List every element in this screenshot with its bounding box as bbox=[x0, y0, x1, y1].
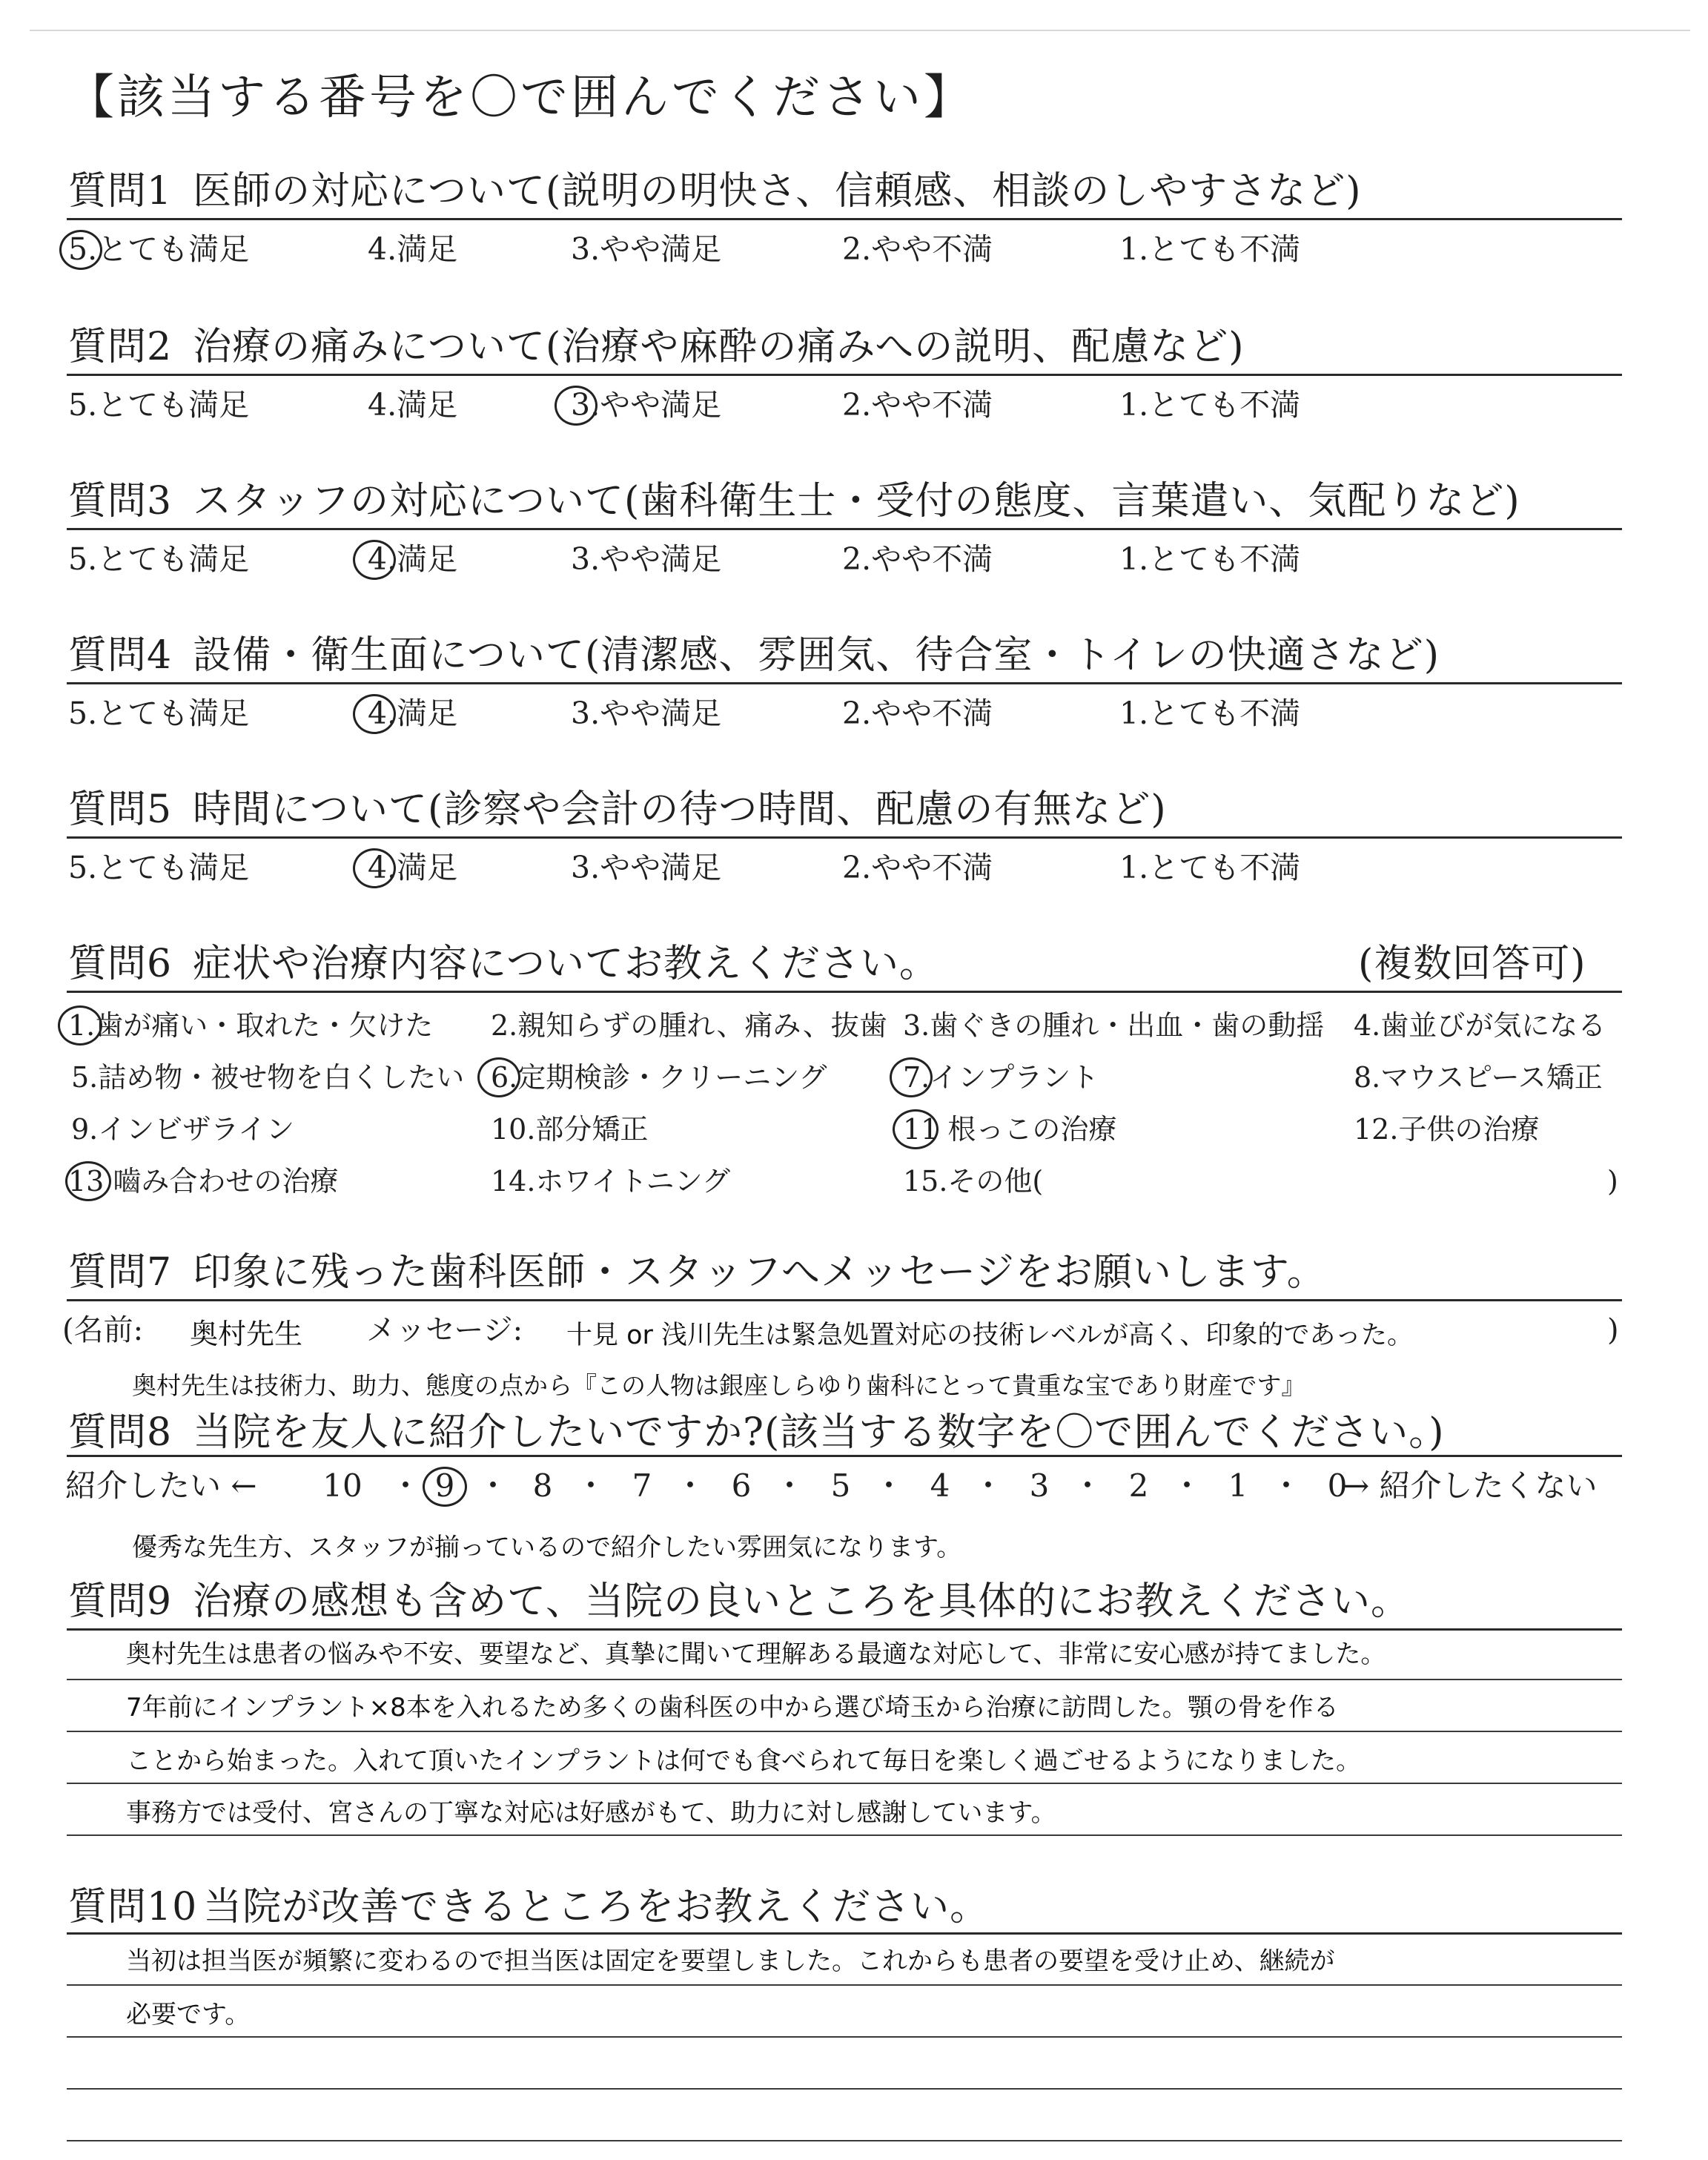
q6-circle-11 bbox=[893, 1109, 939, 1149]
q7-number: 質問7 bbox=[68, 1250, 173, 1295]
q6-title: 症状や治療内容についてお教えください。 bbox=[193, 942, 939, 986]
q10-answer-line bbox=[67, 2088, 1622, 2090]
q8-scale-5[interactable]: 5 bbox=[830, 1467, 851, 1504]
q3-number: 質問3 bbox=[68, 479, 173, 524]
q8-title: 当院を友人に紹介したいですか?(該当する数字を〇で囲んでください。) bbox=[193, 1410, 1445, 1455]
q1-selection-circle bbox=[59, 230, 102, 270]
q10-line-1[interactable]: 当初は担当医が頻繁に変わるので担当医は固定を要望しました。これからも患者の要望を受け止め、継続が bbox=[126, 1946, 1335, 1976]
q6-option-11[interactable]: 11 根っこの治療 bbox=[903, 1113, 1117, 1146]
q5-option-3[interactable]: 3.やや満足 bbox=[571, 850, 722, 885]
q5-option-4[interactable]: 4.満足 bbox=[368, 850, 458, 885]
q8-scale-10[interactable]: 10 bbox=[322, 1467, 363, 1504]
q8-left-label: 紹介したい ← bbox=[65, 1467, 257, 1504]
q3-rule bbox=[67, 528, 1622, 530]
q6-option-5[interactable]: 5.詰め物・被せ物を白くしたい bbox=[71, 1061, 465, 1094]
q10-answer-line bbox=[67, 1984, 1622, 1986]
q6-option-6[interactable]: 6.定期検診・クリーニング bbox=[491, 1061, 827, 1094]
q4-option-2[interactable]: 2.やや不満 bbox=[842, 696, 993, 731]
q3-option-5[interactable]: 5.とても満足 bbox=[68, 541, 250, 577]
q8-scale-7[interactable]: 7 bbox=[632, 1467, 652, 1504]
q5-rule bbox=[67, 836, 1622, 839]
q3-option-1[interactable]: 1.とても不満 bbox=[1119, 541, 1301, 577]
q3-title: スタッフの対応について(歯科衛生士・受付の態度、言葉遣い、気配りなど) bbox=[193, 479, 1520, 524]
q8-scale-dot: ・ bbox=[390, 1467, 422, 1504]
q8-scale-1[interactable]: 1 bbox=[1228, 1467, 1248, 1504]
q5-number: 質問5 bbox=[68, 787, 173, 832]
q2-option-4[interactable]: 4.満足 bbox=[368, 387, 458, 423]
q6-number: 質問6 bbox=[68, 942, 173, 986]
q6-option-15[interactable]: 15.その他( bbox=[903, 1165, 1044, 1198]
q6-circle-6 bbox=[477, 1057, 520, 1097]
q5-option-2[interactable]: 2.やや不満 bbox=[842, 850, 993, 885]
q7-rule bbox=[67, 1299, 1622, 1301]
q8-scale-6[interactable]: 6 bbox=[731, 1467, 752, 1504]
q8-scale-9[interactable]: 9 bbox=[434, 1467, 455, 1504]
q8-scale-dot: ・ bbox=[1171, 1467, 1203, 1504]
q1-title-row bbox=[68, 168, 1362, 215]
q1-option-5[interactable]: 5.とても満足 bbox=[68, 231, 250, 267]
q9-answer-line bbox=[67, 1834, 1622, 1836]
q9-line-3[interactable]: ことから始まった。入れて頂いたインプラントは何でも食べられて毎日を楽しく過ごせるようになりました。 bbox=[126, 1746, 1361, 1776]
q7-name-value[interactable]: 奥村先生 bbox=[190, 1318, 303, 1350]
scan-edge bbox=[30, 30, 1690, 31]
q6-option-1[interactable]: 1.歯が痛い・取れた・欠けた bbox=[68, 1009, 434, 1042]
q4-rule bbox=[67, 682, 1622, 684]
q1-option-2[interactable]: 2.やや不満 bbox=[842, 231, 993, 267]
q3-option-3[interactable]: 3.やや満足 bbox=[571, 541, 722, 577]
q9-title: 治療の感想も含めて、当院の良いところを具体的にお教えください。 bbox=[193, 1579, 1411, 1624]
q6-circle-1 bbox=[58, 1005, 102, 1046]
q5-selection-circle bbox=[353, 848, 396, 888]
q8-scale-8[interactable]: 8 bbox=[532, 1467, 553, 1504]
q2-rule bbox=[67, 374, 1622, 376]
q6-circle-13 bbox=[65, 1161, 111, 1201]
q9-answer-line bbox=[67, 1679, 1622, 1680]
q4-selection-circle bbox=[353, 694, 396, 734]
q9-title-row bbox=[68, 1578, 1410, 1625]
q2-title-row bbox=[68, 323, 1245, 371]
q8-scale-dot: ・ bbox=[675, 1467, 706, 1504]
q5-title: 時間について(診察や会計の待つ時間、配慮の有無など) bbox=[193, 787, 1167, 832]
q2-option-5[interactable]: 5.とても満足 bbox=[68, 387, 250, 423]
q10-answer-line bbox=[67, 2036, 1622, 2038]
q3-option-2[interactable]: 2.やや不満 bbox=[842, 541, 993, 577]
q9-number: 質問9 bbox=[68, 1579, 173, 1624]
q2-selection-circle bbox=[555, 386, 598, 426]
q7-close-paren: ) bbox=[1607, 1313, 1619, 1347]
q8-rule bbox=[67, 1455, 1622, 1457]
q6-option-12[interactable]: 12.子供の治療 bbox=[1354, 1113, 1540, 1146]
q10-number: 質問10 bbox=[68, 1885, 198, 1929]
q1-option-1[interactable]: 1.とても不満 bbox=[1119, 231, 1301, 267]
q1-option-4[interactable]: 4.満足 bbox=[368, 231, 458, 267]
q6-option-13[interactable]: 13 嚙み合わせの治療 bbox=[68, 1165, 339, 1198]
q2-number: 質問2 bbox=[68, 325, 173, 369]
q10-title-row bbox=[68, 1883, 989, 1931]
q6-option-15-close: ) bbox=[1607, 1165, 1618, 1198]
q10-answer-line bbox=[67, 2140, 1622, 2141]
q2-option-1[interactable]: 1.とても不満 bbox=[1119, 387, 1301, 423]
q7-message-line2[interactable]: 奥村先生は技術力、助力、態度の点から『この人物は銀座しらゆり歯科にとって貴重な宝であり財産です』 bbox=[132, 1371, 1306, 1400]
q9-rule bbox=[67, 1628, 1622, 1631]
q5-option-5[interactable]: 5.とても満足 bbox=[68, 850, 250, 885]
q8-right-label: → 紹介したくない bbox=[1343, 1467, 1598, 1504]
q9-answer-line bbox=[67, 1783, 1622, 1784]
q5-option-1[interactable]: 1.とても不満 bbox=[1119, 850, 1301, 885]
q3-title-row bbox=[68, 478, 1520, 525]
q6-option-14[interactable]: 14.ホワイトニング bbox=[491, 1165, 731, 1198]
q3-selection-circle bbox=[353, 540, 396, 580]
q7-message-label: メッセージ: bbox=[366, 1313, 523, 1347]
q10-title: 当院が改善できるところをお教えください。 bbox=[203, 1885, 990, 1929]
q6-option-9[interactable]: 9.インビザライン bbox=[71, 1113, 295, 1146]
q6-option-8[interactable]: 8.マウスピース矯正 bbox=[1354, 1061, 1603, 1094]
q7-name-label: (名前: bbox=[62, 1313, 144, 1347]
q9-line-2[interactable]: 7年前にインプラント×8本を入れるため多くの歯科医の中から選び埼玉から治療に訪問した。顎の骨を作る bbox=[126, 1693, 1339, 1723]
q8-scale-dot: ・ bbox=[1271, 1467, 1302, 1504]
q6-option-2[interactable]: 2.親知らずの腫れ、痛み、抜歯 bbox=[491, 1009, 887, 1042]
q1-number: 質問1 bbox=[68, 169, 173, 214]
q6-rule bbox=[67, 991, 1622, 993]
q4-option-4[interactable]: 4.満足 bbox=[368, 696, 458, 731]
q8-scale-dot: ・ bbox=[575, 1467, 607, 1504]
q8-scale-0[interactable]: 0 bbox=[1327, 1467, 1348, 1504]
q8-scale-4[interactable]: 4 bbox=[930, 1467, 950, 1504]
q8-title-row bbox=[68, 1409, 1445, 1456]
q8-scale-dot: ・ bbox=[973, 1467, 1004, 1504]
q8-scale-dot: ・ bbox=[477, 1467, 509, 1504]
q2-option-3[interactable]: 3.やや満足 bbox=[571, 387, 722, 423]
q8-selection-circle bbox=[423, 1467, 467, 1507]
q2-option-2[interactable]: 2.やや不満 bbox=[842, 387, 993, 423]
q7-title: 印象に残った歯科医師・スタッフへメッセージをお願いします。 bbox=[193, 1250, 1326, 1295]
q7-title-row bbox=[68, 1249, 1326, 1296]
q8-scale-dot: ・ bbox=[774, 1467, 806, 1504]
q3-option-4[interactable]: 4.満足 bbox=[368, 541, 458, 577]
q2-title: 治療の痛みについて(治療や麻酔の痛みへの説明、配慮など) bbox=[193, 325, 1245, 369]
q8-number: 質問8 bbox=[68, 1410, 173, 1455]
q1-option-3[interactable]: 3.やや満足 bbox=[571, 231, 722, 267]
q1-title: 医師の対応について(説明の明快さ、信頼感、相談のしやすさなど) bbox=[193, 169, 1362, 214]
q9-line-1[interactable]: 奥村先生は患者の悩みや不安、要望など、真摯に聞いて理解ある最適な対応して、非常に安心感が持てました。 bbox=[126, 1639, 1386, 1669]
q10-line-2[interactable]: 必要です。 bbox=[126, 2000, 251, 2029]
q8-scale-dot: ・ bbox=[873, 1467, 905, 1504]
q4-title: 設備・衛生面について(清潔感、雰囲気、待合室・トイレの快適さなど) bbox=[193, 633, 1440, 678]
q8-scale-2[interactable]: 2 bbox=[1128, 1467, 1149, 1504]
q10-rule bbox=[67, 1932, 1622, 1935]
q4-number: 質問4 bbox=[68, 633, 173, 678]
q6-option-10[interactable]: 10.部分矯正 bbox=[491, 1113, 649, 1146]
q9-answer-line bbox=[67, 1731, 1622, 1732]
q6-option-4[interactable]: 4.歯並びが気になる bbox=[1354, 1009, 1606, 1042]
q8-scale-dot: ・ bbox=[1072, 1467, 1104, 1504]
q8-comment[interactable]: 優秀な先生方、スタッフが揃っているので紹介したい雰囲気になります。 bbox=[132, 1533, 962, 1562]
page-heading: 【該当する番号を〇で囲んでください】 bbox=[67, 70, 974, 125]
q6-title-row bbox=[68, 940, 939, 988]
q4-option-5[interactable]: 5.とても満足 bbox=[68, 696, 250, 731]
q6-circle-7 bbox=[890, 1057, 933, 1097]
q6-option-7[interactable]: 7.インプラント bbox=[903, 1061, 1099, 1094]
q4-option-3[interactable]: 3.やや満足 bbox=[571, 696, 722, 731]
q9-line-4[interactable]: 事務方では受付、宮さんの丁寧な対応は好感がもて、助力に対し感謝しています。 bbox=[126, 1798, 1056, 1828]
q6-note: (複数回答可) bbox=[1358, 942, 1586, 986]
q1-rule bbox=[67, 218, 1622, 220]
q7-message-line1[interactable]: 十見 or 浅川先生は緊急処置対応の技術レベルが高く、印象的であった。 bbox=[566, 1321, 1414, 1350]
q8-scale-3[interactable]: 3 bbox=[1029, 1467, 1050, 1504]
q4-option-1[interactable]: 1.とても不満 bbox=[1119, 696, 1301, 731]
q6-option-3[interactable]: 3.歯ぐきの腫れ・出血・歯の動揺 bbox=[903, 1009, 1325, 1042]
q5-title-row bbox=[68, 786, 1167, 833]
q4-title-row bbox=[68, 632, 1440, 679]
